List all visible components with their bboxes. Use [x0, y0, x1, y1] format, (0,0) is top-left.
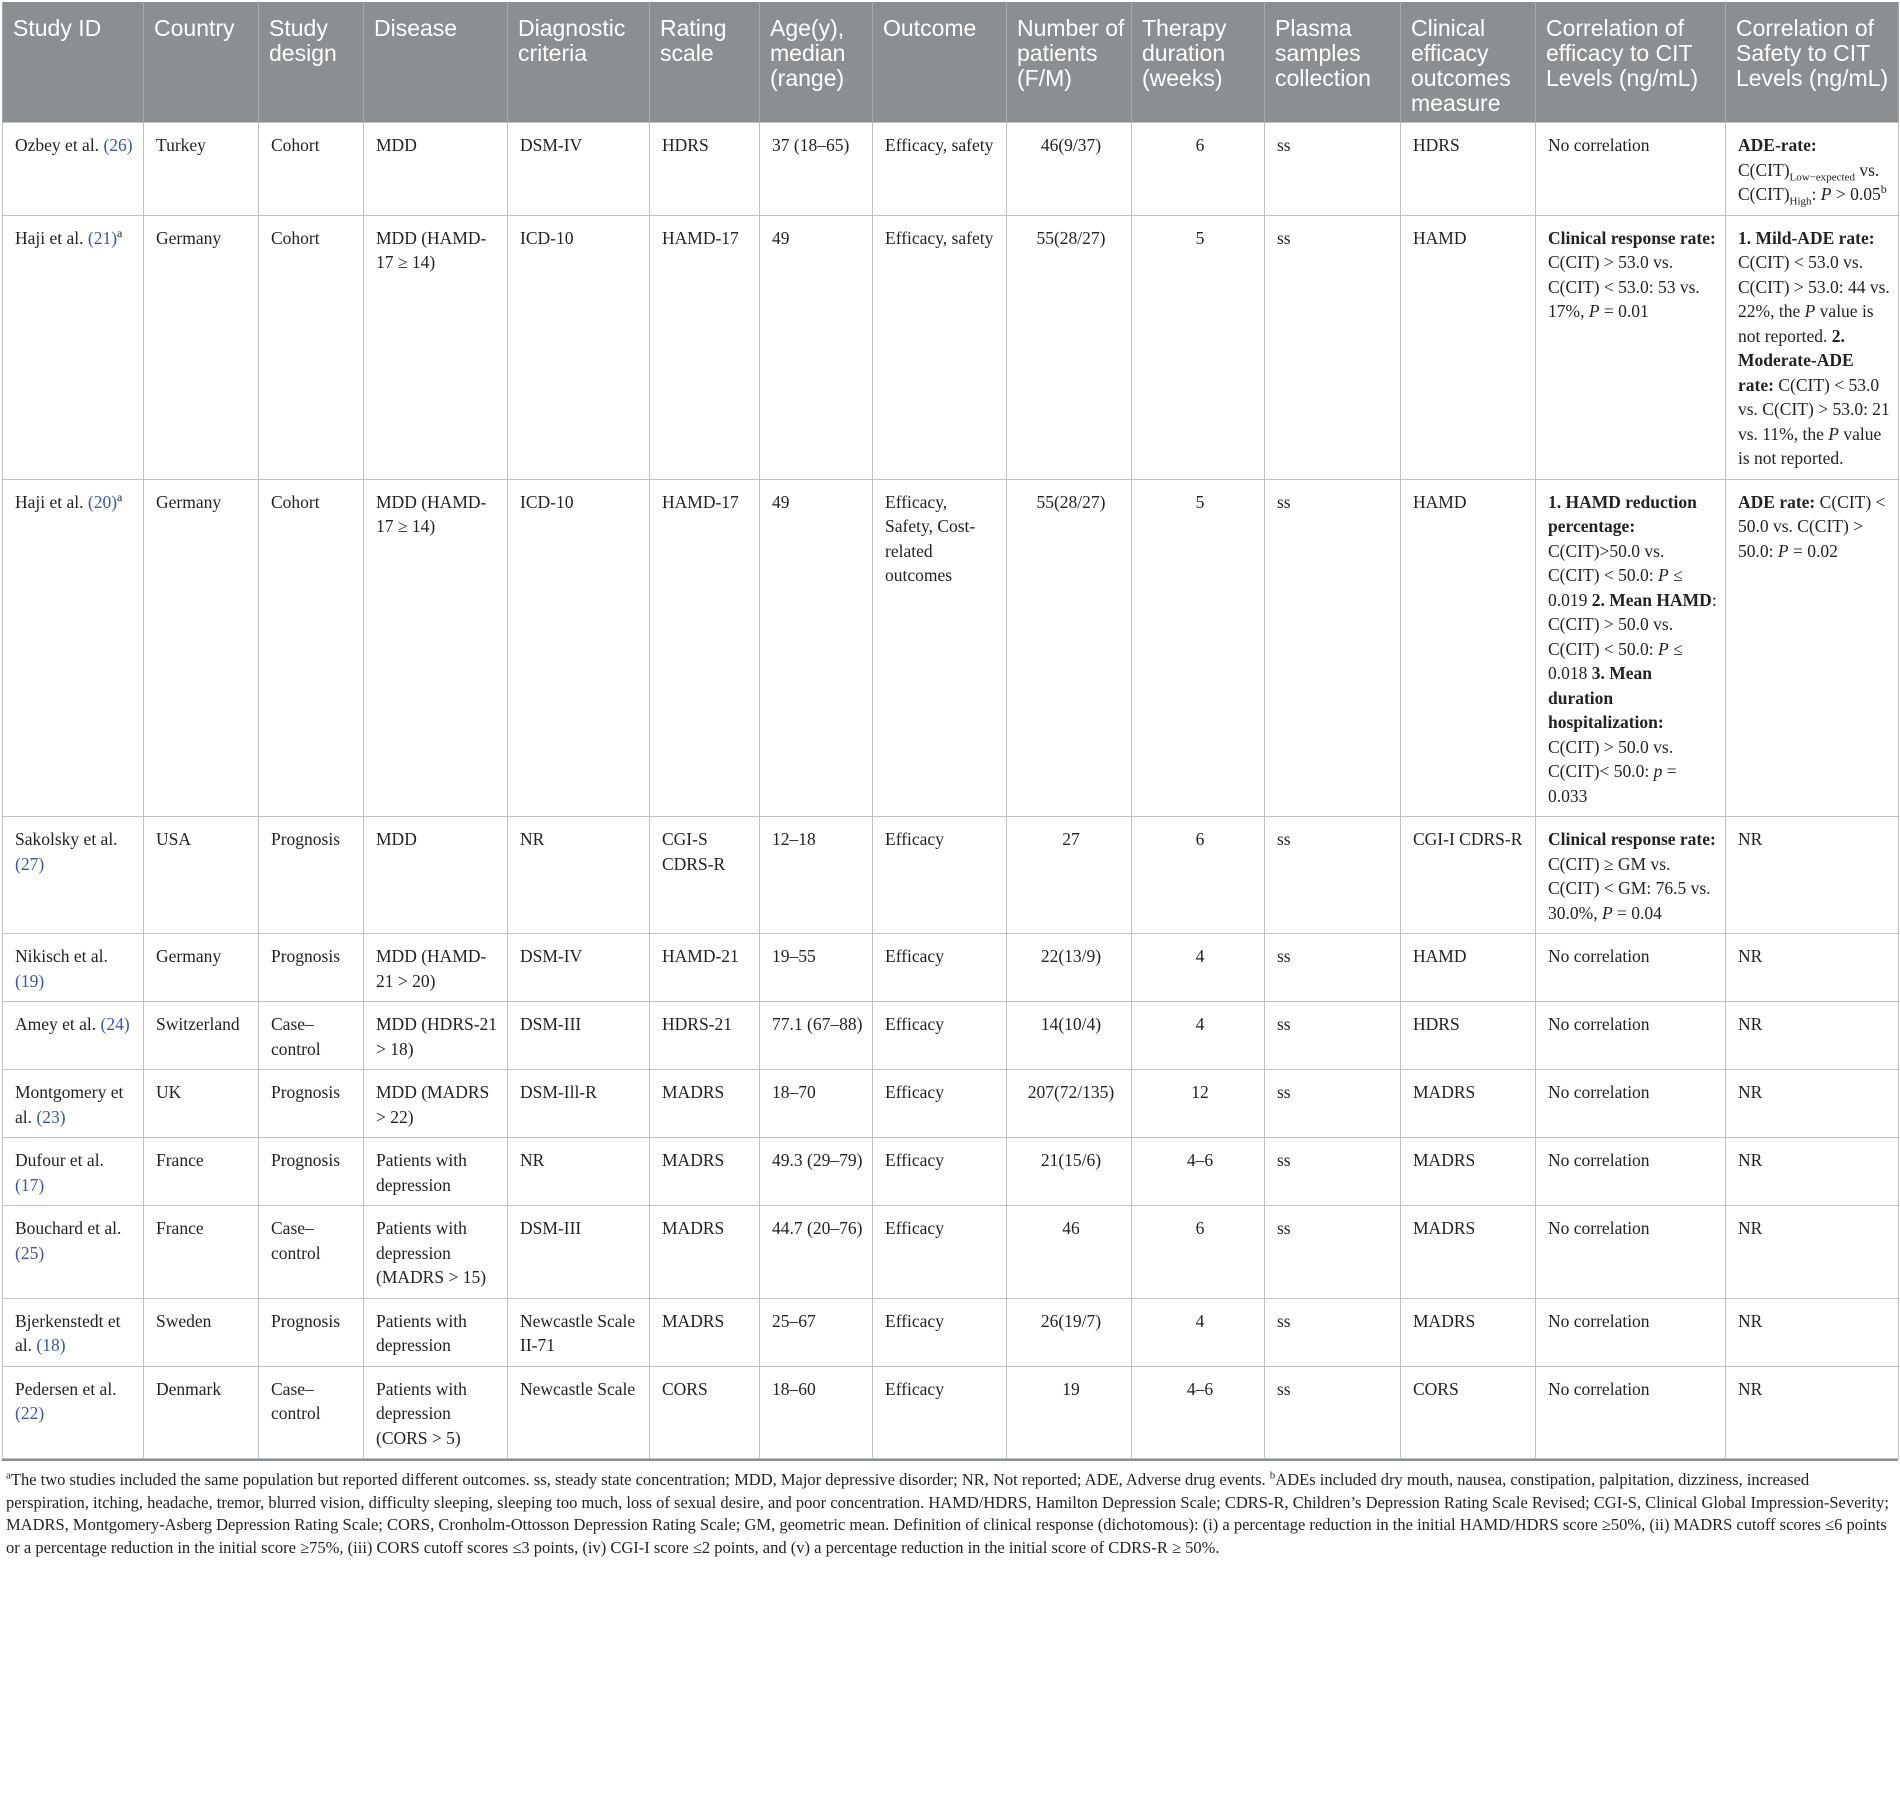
study-id-cell [3, 123, 144, 216]
cell-text-fragment: No correlation [1548, 1218, 1650, 1238]
design-cell: Prognosis [259, 934, 364, 1002]
study-name: Nikisch et al. [15, 946, 108, 966]
patients-cell: 14(10/4) [1007, 1002, 1132, 1070]
measure-cell: CORS [1401, 1366, 1536, 1459]
patients-cell: 46(9/37) [1007, 123, 1132, 216]
study-id-cell [3, 215, 144, 479]
study-name: Ozbey et al. [15, 135, 100, 155]
cell-text-fragment: P [1777, 540, 1789, 561]
cell-text-fragment: No correlation [1548, 1150, 1650, 1170]
cell-text-fragment: Low−expected [1789, 171, 1855, 183]
header-row [3, 2, 1899, 123]
scale-cell: CORS [650, 1366, 760, 1459]
age-cell: 49.3 (29–79) [760, 1138, 873, 1206]
duration-cell: 6 [1132, 1206, 1265, 1299]
outcome-cell: Efficacy, safety [873, 123, 1007, 216]
outcome-cell: Efficacy [873, 1002, 1007, 1070]
study-name: Pedersen et al. [15, 1378, 117, 1399]
outcome-cell: Efficacy [873, 1206, 1007, 1299]
cell-text-fragment: No correlation [1548, 135, 1650, 155]
design-cell: Cohort [259, 123, 364, 216]
col-header-plasma-samples: Plasma samples collection [1265, 2, 1401, 123]
plasma-cell: ss [1265, 1206, 1401, 1299]
study-id-cell [3, 934, 144, 1002]
cell-text-fragment: : C(CIT) > 50.0 vs. C(CIT) < 50.0: [1548, 589, 1717, 659]
outcome-cell: Efficacy [873, 817, 1007, 934]
cell-text-fragment: NR [1738, 1378, 1763, 1399]
age-cell: 77.1 (67–88) [760, 1002, 873, 1070]
study-name: Montgomery et al. [15, 1082, 124, 1127]
criteria-cell: Newcastle Scale [508, 1366, 650, 1459]
outcome-cell: Efficacy [873, 934, 1007, 1002]
table-row [3, 1366, 1899, 1459]
plasma-cell: ss [1265, 1298, 1401, 1366]
study-name: Sakolsky et al. [15, 829, 118, 849]
safety-correlation-cell [1726, 1206, 1899, 1299]
table-row [3, 934, 1899, 1002]
criteria-cell: ICD-10 [508, 479, 650, 817]
cell-text-fragment: NR [1738, 1082, 1763, 1102]
patients-cell: 55(28/27) [1007, 215, 1132, 479]
safety-correlation-cell [1726, 817, 1899, 934]
study-id-cell [3, 1070, 144, 1138]
country-cell: France [144, 1138, 259, 1206]
cell-text-fragment: NR [1738, 1014, 1763, 1034]
country-cell: Denmark [144, 1366, 259, 1459]
cell-text-fragment: NR [1738, 829, 1763, 849]
cell-text-fragment: NR [1738, 1150, 1763, 1170]
patients-cell: 55(28/27) [1007, 479, 1132, 817]
table-row [3, 1206, 1899, 1299]
scale-cell: HDRS-21 [650, 1002, 760, 1070]
plasma-cell: ss [1265, 1138, 1401, 1206]
disease-cell: MDD [364, 817, 508, 934]
efficacy-correlation-cell [1536, 817, 1726, 934]
efficacy-correlation-cell [1536, 934, 1726, 1002]
outcome-cell: Efficacy, Safety, Cost-related outcomes [873, 479, 1007, 817]
criteria-cell: DSM-IV [508, 934, 650, 1002]
outcome-cell: Efficacy [873, 1070, 1007, 1138]
reference-link[interactable]: (26) [103, 135, 133, 155]
cell-text-fragment: = 0.04 [1612, 902, 1662, 923]
cell-text-fragment: P [1658, 638, 1669, 659]
design-cell: Prognosis [259, 1298, 364, 1366]
cell-text-fragment: P [1804, 301, 1816, 321]
measure-cell: MADRS [1401, 1138, 1536, 1206]
criteria-cell: NR [508, 1138, 650, 1206]
efficacy-correlation-cell [1536, 479, 1726, 817]
col-header-therapy-duration: Therapy duration (weeks) [1132, 2, 1265, 123]
scale-cell: MADRS [650, 1206, 760, 1299]
design-cell: Prognosis [259, 817, 364, 934]
cell-text-fragment: P [1588, 301, 1600, 321]
criteria-cell: Newcastle Scale II-71 [508, 1298, 650, 1366]
patients-cell: 22(13/9) [1007, 934, 1132, 1002]
study-id-cell [3, 1298, 144, 1366]
cell-text-fragment: No correlation [1548, 1378, 1650, 1399]
col-header-efficacy-measure: Clinical efficacy outcomes measure [1401, 2, 1536, 123]
footnote-text: The two studies included the same population but reported different outcomes. ss, steady state concentration; MDD, Major depressive disorder; NR, Not reported; ADE, Adverse drug events. [10, 1470, 1270, 1489]
safety-correlation-cell [1726, 1138, 1899, 1206]
scale-cell: MADRS [650, 1298, 760, 1366]
disease-cell: MDD (MADRS > 22) [364, 1070, 508, 1138]
age-cell: 19–55 [760, 934, 873, 1002]
disease-cell: MDD (HAMD-17 ≥ 14) [364, 215, 508, 479]
reference-link[interactable]: (19) [15, 970, 45, 991]
cell-text-fragment: = 0.01 [1599, 301, 1649, 321]
cell-text-fragment: : [1811, 184, 1821, 204]
disease-cell: MDD (HAMD-21 > 20) [364, 934, 508, 1002]
criteria-cell: NR [508, 817, 650, 934]
reference-link[interactable]: (23) [36, 1106, 66, 1127]
patients-cell: 26(19/7) [1007, 1298, 1132, 1366]
duration-cell: 5 [1132, 215, 1265, 479]
efficacy-correlation-cell [1536, 1002, 1726, 1070]
col-header-study-id: Study ID [3, 2, 144, 123]
table-row [3, 123, 1899, 216]
country-cell: Germany [144, 934, 259, 1002]
duration-cell: 12 [1132, 1070, 1265, 1138]
outcome-cell: Efficacy [873, 1298, 1007, 1366]
plasma-cell: ss [1265, 1070, 1401, 1138]
col-header-number-of-patients: Number of patients (F/M) [1007, 2, 1132, 123]
safety-correlation-cell [1726, 1002, 1899, 1070]
study-id-cell [3, 479, 144, 817]
cell-text-fragment: NR [1738, 1310, 1763, 1331]
cell-text-fragment: = 0.033 [1548, 761, 1677, 806]
scale-cell: HAMD-17 [650, 215, 760, 479]
cell-text-fragment: Clinical response rate: [1548, 829, 1716, 849]
scale-cell: MADRS [650, 1070, 760, 1138]
study-name: Haji et al. [15, 227, 84, 248]
measure-cell: HAMD [1401, 215, 1536, 479]
duration-cell: 5 [1132, 479, 1265, 817]
reference-link[interactable]: (18) [36, 1335, 66, 1355]
design-cell: Prognosis [259, 1070, 364, 1138]
cell-text-fragment: C(CIT) < 53.0 vs. C(CIT) > 53.0: 21 vs. 11%, the [1738, 374, 1890, 444]
cell-text-fragment: C(CIT) < 50.0 vs. C(CIT) > 50.0: [1738, 491, 1886, 561]
plasma-cell: ss [1265, 817, 1401, 934]
country-cell: UK [144, 1070, 259, 1138]
country-cell: Germany [144, 215, 259, 479]
cell-text-fragment: > 0.05 [1831, 184, 1881, 204]
efficacy-correlation-cell [1536, 1206, 1726, 1299]
cell-text-fragment: value is not reported. [1738, 423, 1882, 468]
cell-text-fragment: 1. HAMD reduction percentage: [1548, 491, 1697, 536]
study-id-cell [3, 1138, 144, 1206]
scale-cell: HDRS [650, 123, 760, 216]
duration-cell: 4 [1132, 1002, 1265, 1070]
table-row [3, 1298, 1899, 1366]
reference-link[interactable]: (20) [87, 491, 118, 512]
criteria-cell: DSM-Ill-R [508, 1070, 650, 1138]
disease-cell: Patients with depression [364, 1298, 508, 1366]
cell-text-fragment: P [1658, 565, 1669, 585]
efficacy-correlation-cell [1536, 1366, 1726, 1459]
disease-cell: MDD (HDRS-21 > 18) [364, 1002, 508, 1070]
measure-cell: HDRS [1401, 123, 1536, 216]
study-id-cell [3, 1366, 144, 1459]
safety-correlation-cell [1726, 934, 1899, 1002]
cell-text-fragment: P [1828, 423, 1839, 444]
criteria-cell: ICD-10 [508, 215, 650, 479]
study-name: Amey et al. [15, 1014, 97, 1034]
cell-text-fragment: No correlation [1548, 1082, 1650, 1102]
col-header-safety-correlation: Correlation of Safety to CIT Levels (ng/mL) [1726, 2, 1899, 123]
col-header-rating-scale: Rating scale [650, 2, 760, 123]
col-header-efficacy-correlation: Correlation of efficacy to CIT Levels (ng/mL) [1536, 2, 1726, 123]
scale-cell: MADRS [650, 1138, 760, 1206]
col-header-disease: Disease [364, 2, 508, 123]
measure-cell: CGI-I CDRS-R [1401, 817, 1536, 934]
cell-text-fragment: ≤ 0.019 [1548, 565, 1683, 610]
cell-text-fragment: C(CIT) > 50.0 vs. C(CIT)< 50.0: [1548, 736, 1674, 781]
study-id-cell [3, 1002, 144, 1070]
cell-text-fragment: ≤ 0.018 [1548, 638, 1683, 683]
table-row [3, 1138, 1899, 1206]
outcome-cell: Efficacy [873, 1138, 1007, 1206]
plasma-cell: ss [1265, 123, 1401, 216]
plasma-cell: ss [1265, 1002, 1401, 1070]
efficacy-correlation-cell [1536, 1298, 1726, 1366]
efficacy-correlation-cell [1536, 215, 1726, 479]
patients-cell: 19 [1007, 1366, 1132, 1459]
table-footnote [2, 1459, 1898, 1559]
disease-cell: MDD (HAMD-17 ≥ 14) [364, 479, 508, 817]
safety-correlation-cell [1726, 1070, 1899, 1138]
cell-text-fragment: b [1880, 182, 1887, 197]
study-name: Bouchard et al. [15, 1218, 122, 1238]
reference-link[interactable]: (17) [15, 1174, 45, 1195]
study-name: Haji et al. [15, 491, 84, 512]
table-container [2, 2, 1898, 1559]
disease-cell: Patients with depression (MADRS > 15) [364, 1206, 508, 1299]
age-cell: 37 (18–65) [760, 123, 873, 216]
plasma-cell: ss [1265, 1366, 1401, 1459]
study-id-cell [3, 1206, 144, 1299]
plasma-cell: ss [1265, 215, 1401, 479]
plasma-cell: ss [1265, 479, 1401, 817]
outcome-cell: Efficacy, safety [873, 215, 1007, 479]
footnote-marker: a [6, 1469, 11, 1482]
measure-cell: MADRS [1401, 1206, 1536, 1299]
age-cell: 49 [760, 479, 873, 817]
efficacy-correlation-cell [1536, 1070, 1726, 1138]
cell-text-fragment: C(CIT)>50.0 vs. C(CIT) < 50.0: [1548, 540, 1665, 585]
safety-correlation-cell [1726, 479, 1899, 817]
efficacy-correlation-cell [1536, 123, 1726, 216]
scale-cell: HAMD-17 [650, 479, 760, 817]
cell-text-fragment: p [1653, 761, 1663, 781]
disease-cell: Patients with depression [364, 1138, 508, 1206]
table-body [3, 123, 1899, 1459]
design-cell: Case–control [259, 1002, 364, 1070]
cell-text-fragment: C(CIT) [1738, 159, 1790, 180]
study-name: Bjerkenstedt et al. [15, 1310, 121, 1355]
reference-link[interactable]: (22) [15, 1403, 45, 1423]
design-cell: Cohort [259, 479, 364, 817]
country-cell: Germany [144, 479, 259, 817]
safety-correlation-cell [1726, 1366, 1899, 1459]
measure-cell: HAMD [1401, 479, 1536, 817]
cell-text-fragment: ADE rate: [1738, 491, 1816, 512]
age-cell: 25–67 [760, 1298, 873, 1366]
scale-cell: CGI-S CDRS-R [650, 817, 760, 934]
measure-cell: MADRS [1401, 1070, 1536, 1138]
cell-text-fragment: No correlation [1548, 1014, 1650, 1034]
age-cell: 18–70 [760, 1070, 873, 1138]
table-row [3, 1070, 1899, 1138]
footnote-text: ADEs included dry mouth, nausea, constipation, palpitation, dizziness, increased perspiration, itching, headache, tremor, blurred vision, difficulty sleeping, sleeping too much, loss of sexual desire, and poor concentration. HAMD/HDRS, Hamilton Depression Scale; CDRS-R, Children’s Depression Rating Scale Revised; CGI-S, Clinical Global Impression-Severity; MADRS, Montgomery-Asberg Depression Rating Scale; CORS, Cronholm-Ottosson Depression Rating Scale; GM, geometric mean. Definition of clinical response (dichotomous): (i) a percentage reduction in the initial HAMD/HDRS score ≥50%, (ii) MADRS cutoff scores ≤6 points or a percentage reduction in the initial score ≥75%, (iii) CORS cutoff scores ≤3 points, (iv) CGI-I score ≤2 points, and (v) a percentage reduction in the initial score of CDRS-R ≥ 50%. [6, 1470, 1889, 1557]
cell-text-fragment: vs. C(CIT) [1738, 159, 1880, 204]
col-header-country: Country [144, 2, 259, 123]
measure-cell: MADRS [1401, 1298, 1536, 1366]
study-name: Dufour et al. [15, 1150, 104, 1170]
plasma-cell: ss [1265, 934, 1401, 1002]
scale-cell: HAMD-21 [650, 934, 760, 1002]
outcome-cell: Efficacy [873, 1366, 1007, 1459]
patients-cell: 21(15/6) [1007, 1138, 1132, 1206]
cell-text-fragment: NR [1738, 1218, 1763, 1238]
design-cell: Case–control [259, 1206, 364, 1299]
table-row [3, 215, 1899, 479]
reference-link[interactable]: (25) [15, 1242, 45, 1263]
country-cell: Sweden [144, 1298, 259, 1366]
safety-correlation-cell [1726, 123, 1899, 216]
duration-cell: 4 [1132, 934, 1265, 1002]
duration-cell: 6 [1132, 817, 1265, 934]
criteria-cell: DSM-IV [508, 123, 650, 216]
cell-text-fragment: 1. Mild-ADE rate: [1738, 227, 1875, 248]
table-row [3, 479, 1899, 817]
duration-cell: 4–6 [1132, 1138, 1265, 1206]
table-row [3, 817, 1899, 934]
cell-text-fragment: 3. Mean duration hospitalization: [1548, 663, 1664, 732]
country-cell: Turkey [144, 123, 259, 216]
duration-cell: 4–6 [1132, 1366, 1265, 1459]
cell-text-fragment: = 0.02 [1788, 540, 1838, 561]
cell-text-fragment: C(CIT) > 53.0 vs. C(CIT) < 53.0: 53 vs. 17%, [1548, 252, 1700, 321]
footnote-marker: a [117, 225, 123, 240]
studies-table [2, 2, 1899, 1459]
safety-correlation-cell [1726, 215, 1899, 479]
duration-cell: 6 [1132, 123, 1265, 216]
country-cell: France [144, 1206, 259, 1299]
criteria-cell: DSM-III [508, 1206, 650, 1299]
cell-text-fragment: P [1820, 184, 1832, 204]
footnote-marker: a [117, 489, 123, 504]
age-cell: 49 [760, 215, 873, 479]
reference-link[interactable]: (27) [15, 853, 45, 874]
country-cell: Switzerland [144, 1002, 259, 1070]
age-cell: 12–18 [760, 817, 873, 934]
col-header-study-design: Study design [259, 2, 364, 123]
safety-correlation-cell [1726, 1298, 1899, 1366]
age-cell: 44.7 (20–76) [760, 1206, 873, 1299]
disease-cell: MDD [364, 123, 508, 216]
measure-cell: HAMD [1401, 934, 1536, 1002]
patients-cell: 207(72/135) [1007, 1070, 1132, 1138]
cell-text-fragment: High [1789, 195, 1812, 208]
cell-text-fragment: C(CIT) ≥ GM vs. C(CIT) < GM: 76.5 vs. 30.0%, [1548, 853, 1711, 923]
cell-text-fragment: 2. Moderate-ADE rate: [1738, 325, 1854, 395]
disease-cell: Patients with depression (CORS > 5) [364, 1366, 508, 1459]
col-header-age: Age(y), median (range) [760, 2, 873, 123]
duration-cell: 4 [1132, 1298, 1265, 1366]
col-header-outcome: Outcome [873, 2, 1007, 123]
footnote-marker: b [1269, 1469, 1276, 1482]
design-cell: Prognosis [259, 1138, 364, 1206]
cell-text-fragment: C(CIT) < 53.0 vs. C(CIT) > 53.0: 44 vs. 22%, the [1738, 252, 1890, 321]
cell-text-fragment: No correlation [1548, 946, 1650, 966]
cell-text-fragment: Clinical response rate: [1548, 227, 1716, 248]
design-cell: Case–control [259, 1366, 364, 1459]
reference-link[interactable]: (24) [100, 1014, 130, 1034]
table-row [3, 1002, 1899, 1070]
cell-text-fragment: 2. Mean HAMD [1591, 589, 1712, 610]
cell-text-fragment: ADE-rate: [1738, 135, 1817, 155]
cell-text-fragment: NR [1738, 946, 1763, 966]
reference-link[interactable]: (21) [87, 227, 118, 248]
design-cell: Cohort [259, 215, 364, 479]
cell-text-fragment: P [1601, 902, 1613, 923]
measure-cell: HDRS [1401, 1002, 1536, 1070]
study-id-cell [3, 817, 144, 934]
efficacy-correlation-cell [1536, 1138, 1726, 1206]
patients-cell: 27 [1007, 817, 1132, 934]
criteria-cell: DSM-III [508, 1002, 650, 1070]
col-header-diagnostic-criteria: Diagnostic criteria [508, 2, 650, 123]
age-cell: 18–60 [760, 1366, 873, 1459]
patients-cell: 46 [1007, 1206, 1132, 1299]
cell-text-fragment: No correlation [1548, 1310, 1650, 1331]
country-cell: USA [144, 817, 259, 934]
cell-text-fragment: value is not reported. [1738, 301, 1874, 346]
